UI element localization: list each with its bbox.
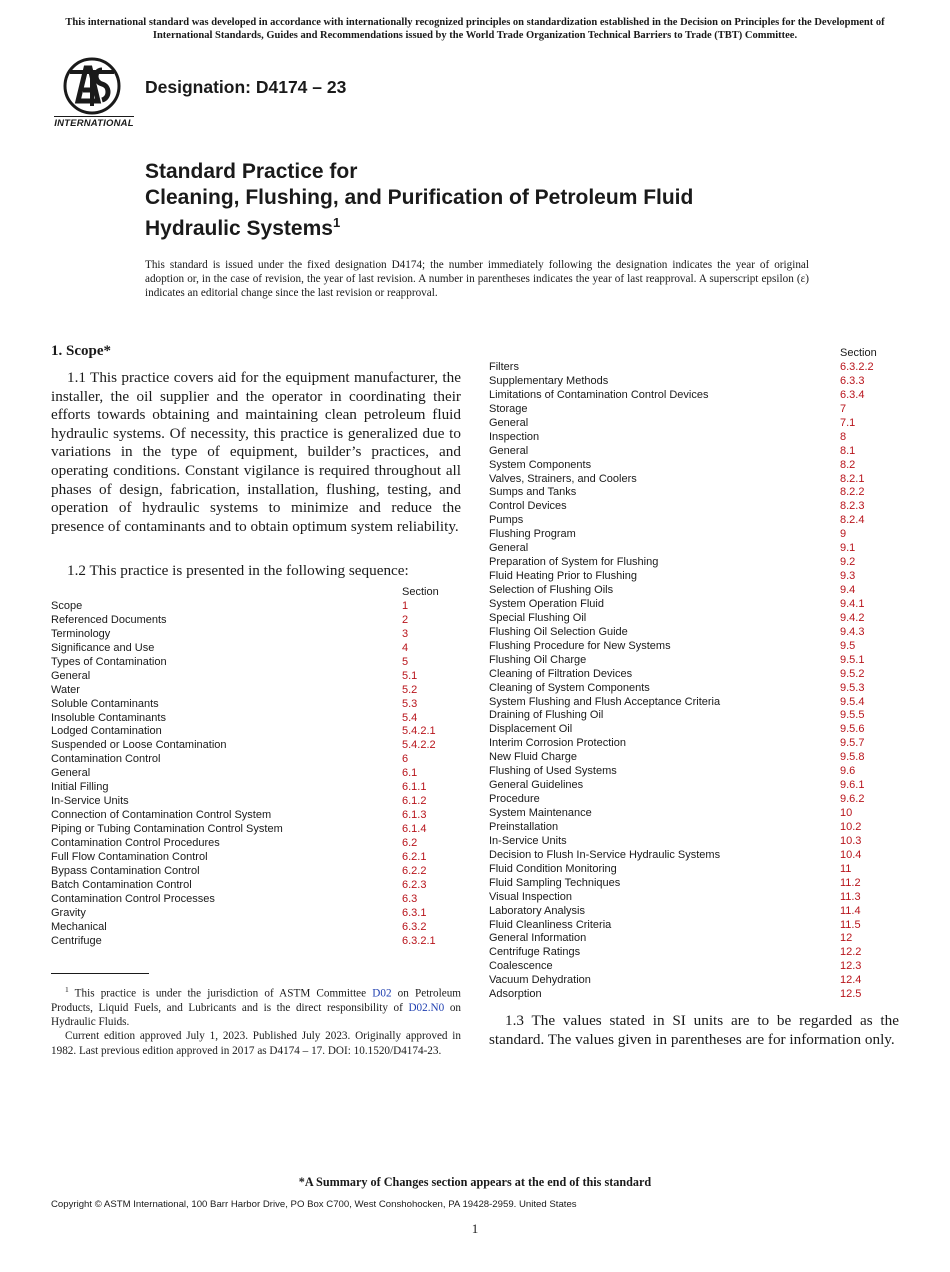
toc-row bbox=[51, 781, 471, 795]
toc-label: Centrifuge Ratings bbox=[489, 946, 581, 959]
toc-row bbox=[489, 891, 909, 905]
toc-section-link[interactable]: 9 bbox=[840, 528, 847, 541]
toc-section-link[interactable]: 8.2.1 bbox=[840, 472, 865, 485]
toc-row bbox=[489, 946, 909, 960]
toc-section-link[interactable]: 9.4 bbox=[840, 584, 856, 596]
toc-row bbox=[51, 628, 471, 642]
toc-row bbox=[51, 600, 471, 614]
toc-section-link[interactable]: 9.2 bbox=[840, 556, 856, 569]
toc-section-link[interactable]: 12.3 bbox=[840, 960, 862, 973]
toc-section-link[interactable]: 9.5.1 bbox=[840, 653, 865, 666]
toc-row bbox=[489, 542, 909, 556]
toc-row bbox=[489, 431, 909, 445]
toc-row bbox=[489, 654, 909, 668]
toc-section-link[interactable]: 8.2.3 bbox=[840, 500, 865, 513]
toc-label: Storage bbox=[489, 402, 528, 415]
toc-section-link[interactable]: 12.5 bbox=[840, 988, 862, 1001]
standards-notice: This international standard was developed in accordance with internationally recognized principles on standardization established in the Decision on Principles for the Development of International Standards, Guides and Recommendations issued by the World Trade Organization Technical Barriers to Trade (TBT) Committee. bbox=[65, 17, 885, 41]
toc-row bbox=[489, 389, 909, 403]
toc-row bbox=[489, 877, 909, 891]
toc-row bbox=[489, 863, 909, 877]
toc-section-link[interactable]: 9.5.3 bbox=[840, 681, 865, 694]
toc-row bbox=[489, 361, 909, 375]
toc-row bbox=[489, 403, 909, 417]
toc-row bbox=[51, 935, 471, 949]
toc-row bbox=[489, 500, 909, 514]
astm-logo bbox=[52, 56, 136, 132]
paragraph-1-2: 1.2 This practice is presented in the following sequence: bbox=[67, 562, 409, 579]
toc-label: Preparation of System for Flushing bbox=[489, 556, 659, 569]
toc-section-link[interactable]: 11.4 bbox=[840, 904, 861, 917]
toc-label: Pumps bbox=[489, 514, 524, 527]
toc-row bbox=[51, 823, 471, 837]
toc-label: Coalescence bbox=[489, 960, 553, 973]
toc-row bbox=[489, 626, 909, 640]
toc-row bbox=[489, 445, 909, 459]
toc-row bbox=[489, 723, 909, 737]
toc-label: Gravity bbox=[51, 906, 86, 919]
toc-row bbox=[489, 737, 909, 751]
toc-row bbox=[51, 767, 471, 781]
toc-row bbox=[489, 849, 909, 863]
toc-row bbox=[489, 556, 909, 570]
toc-section-link[interactable]: 9.4.3 bbox=[840, 625, 865, 638]
toc-row bbox=[51, 698, 471, 712]
toc-row bbox=[489, 584, 909, 598]
toc-label: Supplementary Methods bbox=[489, 374, 609, 387]
page-number: 1 bbox=[471, 1221, 479, 1236]
toc-label: Laboratory Analysis bbox=[489, 904, 585, 917]
toc-row bbox=[489, 932, 909, 946]
toc-section-link[interactable]: 6.2.1 bbox=[402, 850, 427, 863]
toc-label: General bbox=[51, 767, 91, 780]
toc-section-link[interactable]: 10 bbox=[840, 807, 853, 819]
toc-section-link[interactable]: 12.4 bbox=[840, 974, 862, 987]
toc-label: Decision to Flush In-Service Hydraulic Systems bbox=[489, 848, 721, 861]
toc-section-link[interactable]: 5 bbox=[402, 655, 409, 668]
toc-row bbox=[51, 893, 471, 907]
toc-label: Valves, Strainers, and Coolers bbox=[489, 472, 637, 485]
designation: Designation: D4174 – 23 bbox=[145, 77, 347, 97]
subcommittee-link-d02n0[interactable]: D02.N0 bbox=[408, 1001, 445, 1014]
toc-section-link[interactable]: 7.1 bbox=[840, 416, 856, 429]
toc-label: Control Devices bbox=[489, 500, 567, 513]
toc-row bbox=[489, 417, 909, 431]
toc-label: Scope bbox=[51, 600, 83, 612]
toc-section-link[interactable]: 12 bbox=[840, 932, 853, 945]
toc-label: Inspection bbox=[489, 430, 540, 443]
toc-label: Mechanical bbox=[51, 920, 107, 933]
toc-section-link[interactable]: 9.3 bbox=[840, 570, 856, 583]
toc-row bbox=[51, 907, 471, 921]
toc-row bbox=[489, 682, 909, 696]
toc-row bbox=[489, 514, 909, 528]
issued-note: This standard is issued under the fixed designation D4174; the number immediately following the designation indicates the year of original adoption or, in the case of revision, the year of last revision. A number in parentheses indicates the year of last reapproval. A superscript epsilon (ε) indicates an editorial change since the last revision or reapproval. bbox=[145, 259, 809, 300]
paragraph-1-1: 1.1 This practice covers aid for the equipment manufacturer, the installer, the oil supplier and the operator in coordinating their efforts towards obtaining and maintaining clean petroleum fluid hydraulic systems. Of necessity, this practice is generalized due to variations in the type of equipment, builder’s practices, and operating conditions. Constant vigilance is required throughout all phases of design, fabrication, installation, flushing, testing, and operation of hydraulic systems to minimize and reduce the presence of contaminants and to obtain optimum system reliability. bbox=[51, 369, 461, 535]
toc-label: Displacement Oil bbox=[489, 723, 573, 736]
toc-section-link[interactable]: 10.4 bbox=[840, 848, 862, 861]
toc-row bbox=[489, 779, 909, 793]
toc-row bbox=[489, 570, 909, 584]
toc-label: Fluid Cleanliness Criteria bbox=[489, 918, 612, 931]
toc-section-link[interactable]: 5.2 bbox=[402, 683, 418, 696]
toc-section-link[interactable]: 9.5.6 bbox=[840, 723, 865, 736]
toc-row bbox=[51, 642, 471, 656]
toc-row bbox=[489, 486, 909, 500]
toc-row bbox=[51, 614, 471, 628]
toc-label: Draining of Flushing Oil bbox=[489, 709, 604, 722]
toc-label: In-Service Units bbox=[489, 834, 567, 847]
footnotes bbox=[51, 983, 461, 1058]
toc-section-link[interactable]: 5.3 bbox=[402, 697, 418, 710]
toc-row bbox=[489, 960, 909, 974]
toc-row bbox=[489, 528, 909, 542]
toc-section-link[interactable]: 6.1.1 bbox=[402, 781, 427, 794]
toc-row bbox=[51, 865, 471, 879]
toc-row bbox=[489, 375, 909, 389]
toc-section-link[interactable]: 6.3.2.1 bbox=[402, 934, 436, 947]
toc-label: Fluid Sampling Techniques bbox=[489, 876, 621, 889]
toc-row bbox=[51, 795, 471, 809]
toc-section-link[interactable]: 11 bbox=[840, 862, 852, 875]
toc-label: Vacuum Dehydration bbox=[489, 974, 591, 987]
toc-label: Sumps and Tanks bbox=[489, 486, 577, 499]
toc-section-link[interactable]: 6.3.2.2 bbox=[840, 361, 874, 373]
toc-section-link[interactable]: 5.4.2.2 bbox=[402, 739, 436, 752]
toc-section-link[interactable]: 11.3 bbox=[840, 890, 861, 903]
toc-row bbox=[489, 905, 909, 919]
copyright: Copyright © ASTM International, 100 Barr Harbor Drive, PO Box C700, West Conshohocken, PA 19428-2959. United States bbox=[51, 1199, 577, 1210]
toc-section-link[interactable]: 8.2.4 bbox=[840, 514, 865, 527]
toc-row bbox=[489, 459, 909, 473]
document-title bbox=[145, 159, 905, 242]
toc-row bbox=[489, 709, 909, 723]
toc-row bbox=[51, 739, 471, 753]
toc-section-link[interactable]: 10.2 bbox=[840, 820, 862, 833]
toc-section-link[interactable]: 6.1.4 bbox=[402, 823, 427, 835]
toc-section-link[interactable]: 6.3 bbox=[402, 892, 418, 905]
toc-section-link[interactable]: 12.2 bbox=[840, 946, 862, 959]
toc-row bbox=[51, 684, 471, 698]
footnote-divider bbox=[51, 973, 149, 974]
toc-label: New Fluid Charge bbox=[489, 751, 578, 764]
toc-label: Filters bbox=[489, 361, 519, 373]
toc-row bbox=[51, 712, 471, 726]
toc-section-link[interactable]: 3 bbox=[402, 627, 409, 640]
toc-label: Preinstallation bbox=[489, 820, 559, 833]
toc-label: General Guidelines bbox=[489, 779, 584, 792]
toc-label: System Components bbox=[489, 458, 592, 471]
toc-label: Contamination Control Processes bbox=[51, 892, 215, 905]
toc-label: General bbox=[489, 444, 529, 457]
toc-section-link[interactable]: 5.4.2.1 bbox=[402, 725, 436, 738]
toc-section-link[interactable]: 6.3.2 bbox=[402, 920, 427, 933]
section-heading-scope: 1. Scope* bbox=[51, 343, 111, 359]
toc-row bbox=[51, 851, 471, 865]
toc-row bbox=[489, 821, 909, 835]
toc-section-link[interactable]: 9.5.7 bbox=[840, 737, 865, 750]
toc-row bbox=[489, 765, 909, 779]
toc-label: Suspended or Loose Contamination bbox=[51, 739, 227, 752]
toc-row bbox=[51, 753, 471, 767]
toc-section-link[interactable]: 6.1.3 bbox=[402, 809, 427, 822]
title-footnote-mark[interactable]: 1 bbox=[332, 215, 341, 230]
toc-section-link[interactable]: 9.5 bbox=[840, 639, 856, 652]
footnote-1: $^1$ This practice is under the jurisdiction of ASTM Committee D02 on Petroleum Products, Liquid Fuels, and Lubricants and is the direct responsibility of D02.N0 on Hydraulic Fluids. bbox=[51, 985, 462, 1029]
toc-row bbox=[489, 696, 909, 710]
toc-section-link[interactable]: 6 bbox=[402, 753, 409, 766]
toc-row bbox=[51, 725, 471, 739]
toc-label: Fluid Condition Monitoring bbox=[489, 862, 617, 875]
toc-label: Flushing of Used Systems bbox=[489, 765, 617, 778]
toc-label: Flushing Procedure for New Systems bbox=[489, 639, 671, 652]
toc-right-section-header: Section bbox=[840, 347, 877, 359]
toc-label: Cleaning of Filtration Devices bbox=[489, 667, 633, 680]
toc-label: Selection of Flushing Oils bbox=[489, 584, 614, 596]
logo-rule bbox=[54, 116, 134, 117]
toc-row bbox=[51, 921, 471, 935]
toc-section-link[interactable]: 9.1 bbox=[840, 542, 856, 555]
toc-label: Bypass Contamination Control bbox=[51, 864, 200, 877]
toc-section-link[interactable]: 9.6 bbox=[840, 765, 856, 778]
toc-section-link[interactable]: 8.2 bbox=[840, 458, 856, 471]
toc-row bbox=[489, 473, 909, 487]
toc-label: Water bbox=[51, 683, 80, 696]
toc-section-link[interactable]: 9.5.5 bbox=[840, 709, 865, 722]
toc-left-section-header: Section bbox=[402, 586, 439, 598]
toc-row bbox=[489, 919, 909, 933]
toc-section-link[interactable]: 5.4 bbox=[402, 711, 418, 724]
toc-left bbox=[51, 600, 471, 948]
toc-row bbox=[489, 807, 909, 821]
toc-label: Visual Inspection bbox=[489, 890, 572, 903]
toc-section-link[interactable]: 7 bbox=[840, 402, 847, 415]
toc-label: System Flushing and Flush Acceptance Criteria bbox=[489, 695, 721, 708]
toc-section-link[interactable]: 11.2 bbox=[840, 876, 861, 889]
toc-section-link[interactable]: 6.3.4 bbox=[840, 388, 865, 401]
toc-row bbox=[489, 793, 909, 807]
toc-label: Insoluble Contaminants bbox=[51, 711, 166, 724]
toc-label: General bbox=[489, 416, 529, 429]
toc-row bbox=[489, 988, 909, 1002]
toc-row bbox=[489, 612, 909, 626]
toc-label: Referenced Documents bbox=[51, 613, 167, 626]
paragraph-1-3: 1.3 The values stated in SI units are to be regarded as the standard. The values given in parentheses are for information only. bbox=[489, 1012, 899, 1048]
toc-label: System Maintenance bbox=[489, 807, 592, 819]
toc-label: Interim Corrosion Protection bbox=[489, 737, 626, 750]
toc-label: Limitations of Contamination Control Devices bbox=[489, 388, 709, 401]
toc-section-link[interactable]: 1 bbox=[402, 600, 409, 612]
toc-row bbox=[51, 809, 471, 823]
toc-label: Contamination Control bbox=[51, 753, 161, 766]
toc-row bbox=[489, 668, 909, 682]
toc-label: General Information bbox=[489, 932, 587, 945]
toc-section-link[interactable]: 4 bbox=[402, 641, 409, 654]
toc-section-link[interactable]: 2 bbox=[402, 613, 409, 626]
toc-label: Full Flow Contamination Control bbox=[51, 850, 208, 863]
toc-label: Adsorption bbox=[489, 988, 542, 1001]
toc-row bbox=[489, 598, 909, 612]
toc-row bbox=[489, 751, 909, 765]
toc-row bbox=[51, 670, 471, 684]
toc-label: Contamination Control Procedures bbox=[51, 836, 220, 849]
toc-section-link[interactable]: 9.6.1 bbox=[840, 779, 865, 792]
toc-section-link[interactable]: 6.2.2 bbox=[402, 864, 427, 877]
toc-label: Procedure bbox=[489, 793, 540, 806]
toc-row bbox=[51, 879, 471, 893]
toc-label: Flushing Oil Charge bbox=[489, 653, 587, 666]
toc-row bbox=[489, 974, 909, 988]
toc-label: System Operation Fluid bbox=[489, 597, 604, 610]
toc-label: Connection of Contamination Control System bbox=[51, 809, 272, 822]
toc-section-link[interactable]: 10.3 bbox=[840, 834, 862, 847]
toc-label: Flushing Oil Selection Guide bbox=[489, 625, 628, 638]
toc-label: Terminology bbox=[51, 627, 111, 640]
toc-label: Batch Contamination Control bbox=[51, 878, 192, 891]
toc-label: Significance and Use bbox=[51, 641, 155, 654]
toc-section-link[interactable]: 6.1.2 bbox=[402, 795, 427, 808]
toc-label: Soluble Contaminants bbox=[51, 697, 159, 710]
toc-section-link[interactable]: 8.1 bbox=[840, 444, 856, 457]
toc-section-link[interactable]: 6.1 bbox=[402, 767, 418, 780]
toc-section-link[interactable]: 9.5.2 bbox=[840, 667, 865, 680]
toc-row bbox=[51, 837, 471, 851]
toc-section-link[interactable]: 6.3.3 bbox=[840, 374, 865, 387]
toc-label: Special Flushing Oil bbox=[489, 611, 587, 624]
toc-section-link[interactable]: 6.3.1 bbox=[402, 906, 427, 919]
toc-section-link[interactable]: 6.2 bbox=[402, 836, 418, 849]
toc-label: Piping or Tubing Contamination Control System bbox=[51, 823, 283, 835]
title-line-1: Standard Practice for bbox=[145, 160, 358, 183]
toc-label: In-Service Units bbox=[51, 795, 129, 808]
toc-label: General bbox=[489, 542, 529, 555]
toc-label: Lodged Contamination bbox=[51, 725, 162, 738]
toc-row bbox=[489, 835, 909, 849]
toc-label: Centrifuge bbox=[51, 934, 102, 947]
toc-label: General bbox=[51, 669, 91, 682]
toc-row bbox=[51, 656, 471, 670]
toc-section-link[interactable]: 9.4.1 bbox=[840, 597, 865, 610]
title-line-2: Cleaning, Flushing, and Purification of Petroleum Fluid bbox=[145, 185, 694, 209]
title-line-3: Hydraulic Systems$^1$ bbox=[145, 215, 341, 240]
toc-label: Cleaning of System Components bbox=[489, 681, 650, 694]
toc-section-link[interactable]: 9.4.2 bbox=[840, 611, 865, 624]
summary-note: *A Summary of Changes section appears at the end of this standard bbox=[298, 1175, 652, 1189]
toc-label: Initial Filling bbox=[51, 781, 109, 794]
toc-section-link[interactable]: 5.1 bbox=[402, 669, 418, 682]
toc-section-link[interactable]: 9.5.8 bbox=[840, 751, 865, 764]
footnote-edition: Current edition approved July 1, 2023. Published July 2023. Originally approved in 1982. Last previous edition approved in 2017 as D4174 – 17. DOI: 10.1520/D4174-23. bbox=[51, 1030, 461, 1057]
logo-wordmark: INTERNATIONAL bbox=[54, 118, 134, 129]
toc-section-link[interactable]: 8 bbox=[840, 430, 847, 443]
toc-right bbox=[489, 361, 909, 1002]
toc-label: Fluid Heating Prior to Flushing bbox=[489, 570, 637, 583]
toc-section-link[interactable]: 8.2.2 bbox=[840, 486, 865, 499]
toc-section-link[interactable]: 9.6.2 bbox=[840, 793, 865, 806]
toc-section-link[interactable]: 6.2.3 bbox=[402, 878, 427, 891]
toc-section-link[interactable]: 9.5.4 bbox=[840, 695, 865, 708]
toc-section-link[interactable]: 11.5 bbox=[840, 918, 861, 931]
committee-link-d02[interactable]: D02 bbox=[372, 987, 392, 1000]
toc-label: Flushing Program bbox=[489, 528, 576, 541]
toc-row bbox=[489, 640, 909, 654]
toc-label: Types of Contamination bbox=[51, 655, 167, 668]
